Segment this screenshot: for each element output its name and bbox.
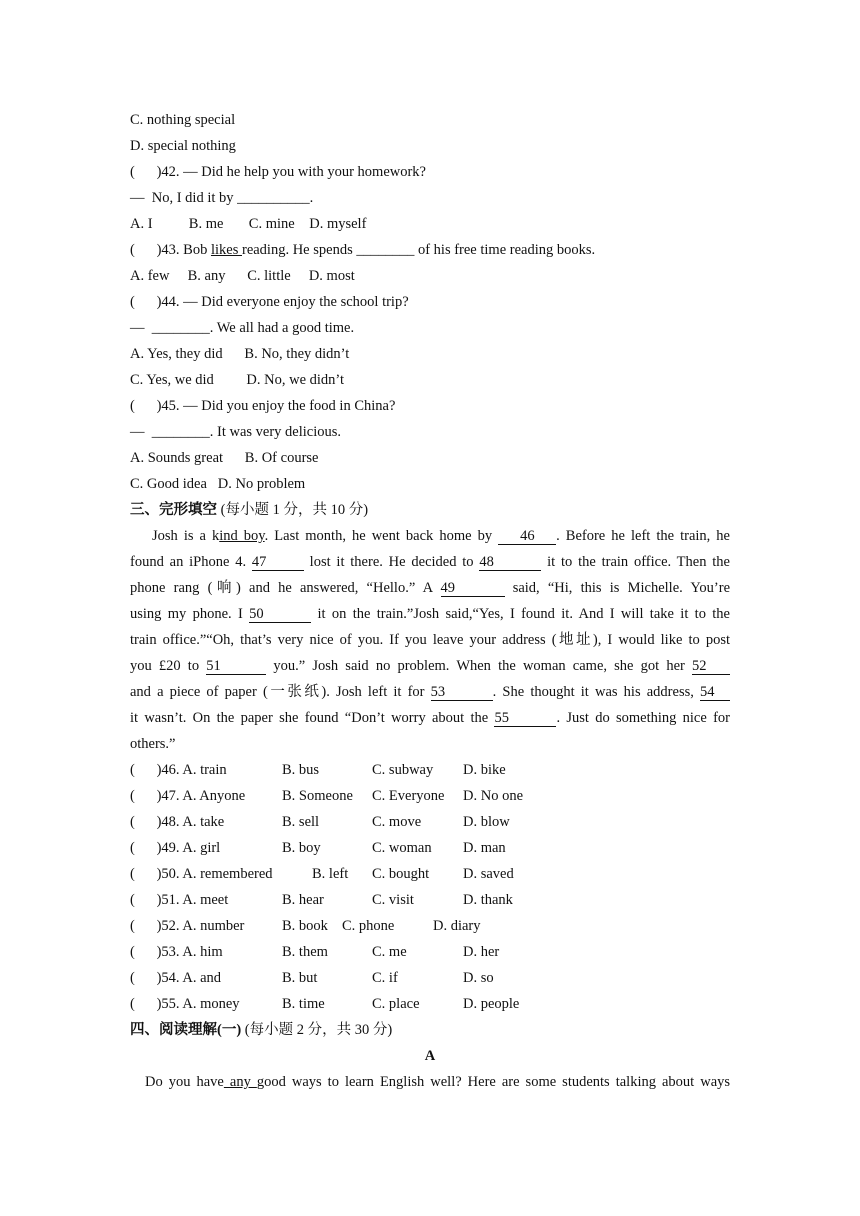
- option-a: ( )48. A. take: [130, 814, 225, 830]
- option-c: C. subway: [372, 762, 434, 778]
- reading-title: A: [424, 1048, 436, 1064]
- option-a: ( )54. A. and: [130, 970, 222, 986]
- text: . Last month, he went back home by: [264, 528, 499, 544]
- passage-line-6: [130, 657, 730, 675]
- blank-48: 48: [479, 554, 541, 571]
- question-42-options: A. I B. me C. mine D. myself: [130, 216, 367, 232]
- text: lost it there. He decided to: [303, 554, 480, 570]
- question-45-options-ab: A. Sounds great B. Of course: [130, 450, 319, 466]
- passage-line-2: [130, 553, 730, 571]
- question-45-answer: — ________. It was very delicious.: [130, 424, 342, 440]
- option-a: ( )49. A. girl: [130, 840, 221, 856]
- blank-50: 50: [249, 606, 311, 623]
- passage-line-1: [130, 527, 730, 545]
- option-d: D. blow: [463, 814, 510, 830]
- blank-52: 52: [692, 658, 730, 675]
- underlined-text: ind boy: [219, 528, 265, 544]
- question-44-answer: — ________. We all had a good time.: [130, 320, 355, 336]
- option-b: B. time: [282, 996, 325, 1012]
- blank-51: 51: [206, 658, 266, 675]
- text: . Before he left the train, he: [556, 528, 730, 544]
- question-45: ( )45. — Did you enjoy the food in China?: [130, 398, 396, 414]
- question-42-answer: — No, I did it by __________.: [130, 190, 314, 206]
- option-b: B. left: [312, 866, 349, 882]
- text: it on the train.”Josh said,“Yes, I found it. And I will take it to the: [311, 606, 730, 622]
- option-b: B. but: [282, 970, 318, 986]
- q43-post: reading. He spends ________ of his free time reading books.: [241, 242, 596, 258]
- option-d: D. so: [463, 970, 494, 986]
- option-b: B. hear: [282, 892, 324, 908]
- q43-pre: ( )43. Bob: [130, 242, 211, 258]
- section-4-score: (每小题 2 分，共 30 分): [244, 1022, 393, 1038]
- question-43: [130, 241, 595, 259]
- option-d: D. diary: [433, 918, 481, 934]
- option-a: ( )55. A. money: [130, 996, 240, 1012]
- option-a: ( )50. A. remembered: [130, 866, 273, 882]
- passage-line-4: [130, 605, 730, 623]
- option-d: D. saved: [463, 866, 514, 882]
- option-c: C. move: [372, 814, 422, 830]
- question-45-options-cd: C. Good idea D. No problem: [130, 476, 306, 492]
- text: Josh is a k: [152, 528, 220, 544]
- question-43-options: A. few B. any C. little D. most: [130, 268, 355, 284]
- text: it wasn’t. On the paper she found “Don’t worry about the: [130, 710, 495, 726]
- option-line: C. nothing special: [130, 112, 236, 128]
- passage-line-9: [130, 735, 730, 753]
- option-a: ( )52. A. number: [130, 918, 245, 934]
- text: and a piece of paper (一张纸). Josh left it for: [130, 684, 431, 700]
- question-44-options-ab: A. Yes, they did B. No, they didn’t: [130, 346, 350, 362]
- option-d: D. man: [463, 840, 506, 856]
- reading-line-1: [130, 1073, 730, 1091]
- underlined-text: any: [223, 1074, 257, 1090]
- text: it to the train office. Then the: [541, 554, 730, 570]
- section-3-title: 三、完形填空: [130, 502, 217, 518]
- passage-line-7: [130, 683, 730, 701]
- option-a: ( )46. A. train: [130, 762, 227, 778]
- section-3-heading: [130, 501, 368, 519]
- option-c: C. visit: [372, 892, 414, 908]
- option-b: B. book: [282, 918, 328, 934]
- option-d: D. thank: [463, 892, 513, 908]
- section-4-title: 四、阅读理解(一): [130, 1022, 242, 1038]
- option-a: ( )53. A. him: [130, 944, 223, 960]
- option-b: B. them: [282, 944, 328, 960]
- blank-54: 54: [700, 684, 730, 701]
- option-b: B. Someone: [282, 788, 353, 804]
- option-line: D. special nothing: [130, 138, 236, 154]
- text: . She thought it was his address,: [492, 684, 701, 700]
- text: said, “Hi, this is Michelle. You’re: [504, 580, 731, 596]
- text: you.” Josh said no problem. When the woman came, she got her: [266, 658, 692, 674]
- text: you £20 to: [130, 658, 207, 674]
- option-c: C. woman: [372, 840, 432, 856]
- text: . Just do something nice for: [556, 710, 730, 726]
- passage-line-5: [130, 631, 730, 649]
- blank-47: 47: [252, 554, 304, 571]
- text: using my phone. I: [130, 606, 250, 622]
- option-a: ( )51. A. meet: [130, 892, 229, 908]
- text: train office.”“Oh, that’s very nice of you. If you leave your address (地址), I would like to post: [130, 632, 730, 648]
- section-3-score-text: (每小题 1 分，共 10 分): [220, 502, 369, 518]
- option-c: C. bought: [372, 866, 430, 882]
- blank-46: 46: [498, 528, 556, 545]
- option-b: B. bus: [282, 762, 320, 778]
- blank-55: 55: [494, 710, 556, 727]
- option-d: D. bike: [463, 762, 506, 778]
- question-44: ( )44. — Did everyone enjoy the school trip?: [130, 294, 409, 310]
- text: phone rang (响) and he answered, “Hello.” A: [130, 580, 441, 596]
- option-d: D. her: [463, 944, 500, 960]
- option-d: D. No one: [463, 788, 524, 804]
- section-4-heading: [130, 1021, 392, 1039]
- q43-underlined: likes: [210, 242, 242, 258]
- option-b: B. boy: [282, 840, 321, 856]
- text: others.”: [130, 736, 176, 752]
- blank-53: 53: [431, 684, 493, 701]
- text: Do you have: [145, 1074, 224, 1090]
- passage-line-3: [130, 579, 730, 597]
- question-44-options-cd: C. Yes, we did D. No, we didn’t: [130, 372, 345, 388]
- option-c: C. place: [372, 996, 420, 1012]
- option-c: C. Everyone: [372, 788, 445, 804]
- text: found an iPhone 4.: [130, 554, 252, 570]
- option-c: C. if: [372, 970, 398, 986]
- passage-line-8: [130, 709, 730, 727]
- question-42: ( )42. — Did he help you with your homework?: [130, 164, 426, 180]
- text: good ways to learn English well? Here are some students talking about ways: [256, 1074, 731, 1090]
- option-c: C. phone: [342, 918, 395, 934]
- option-b: B. sell: [282, 814, 320, 830]
- option-c: C. me: [372, 944, 407, 960]
- option-a: ( )47. A. Anyone: [130, 788, 246, 804]
- option-d: D. people: [463, 996, 520, 1012]
- blank-49: 49: [441, 580, 505, 597]
